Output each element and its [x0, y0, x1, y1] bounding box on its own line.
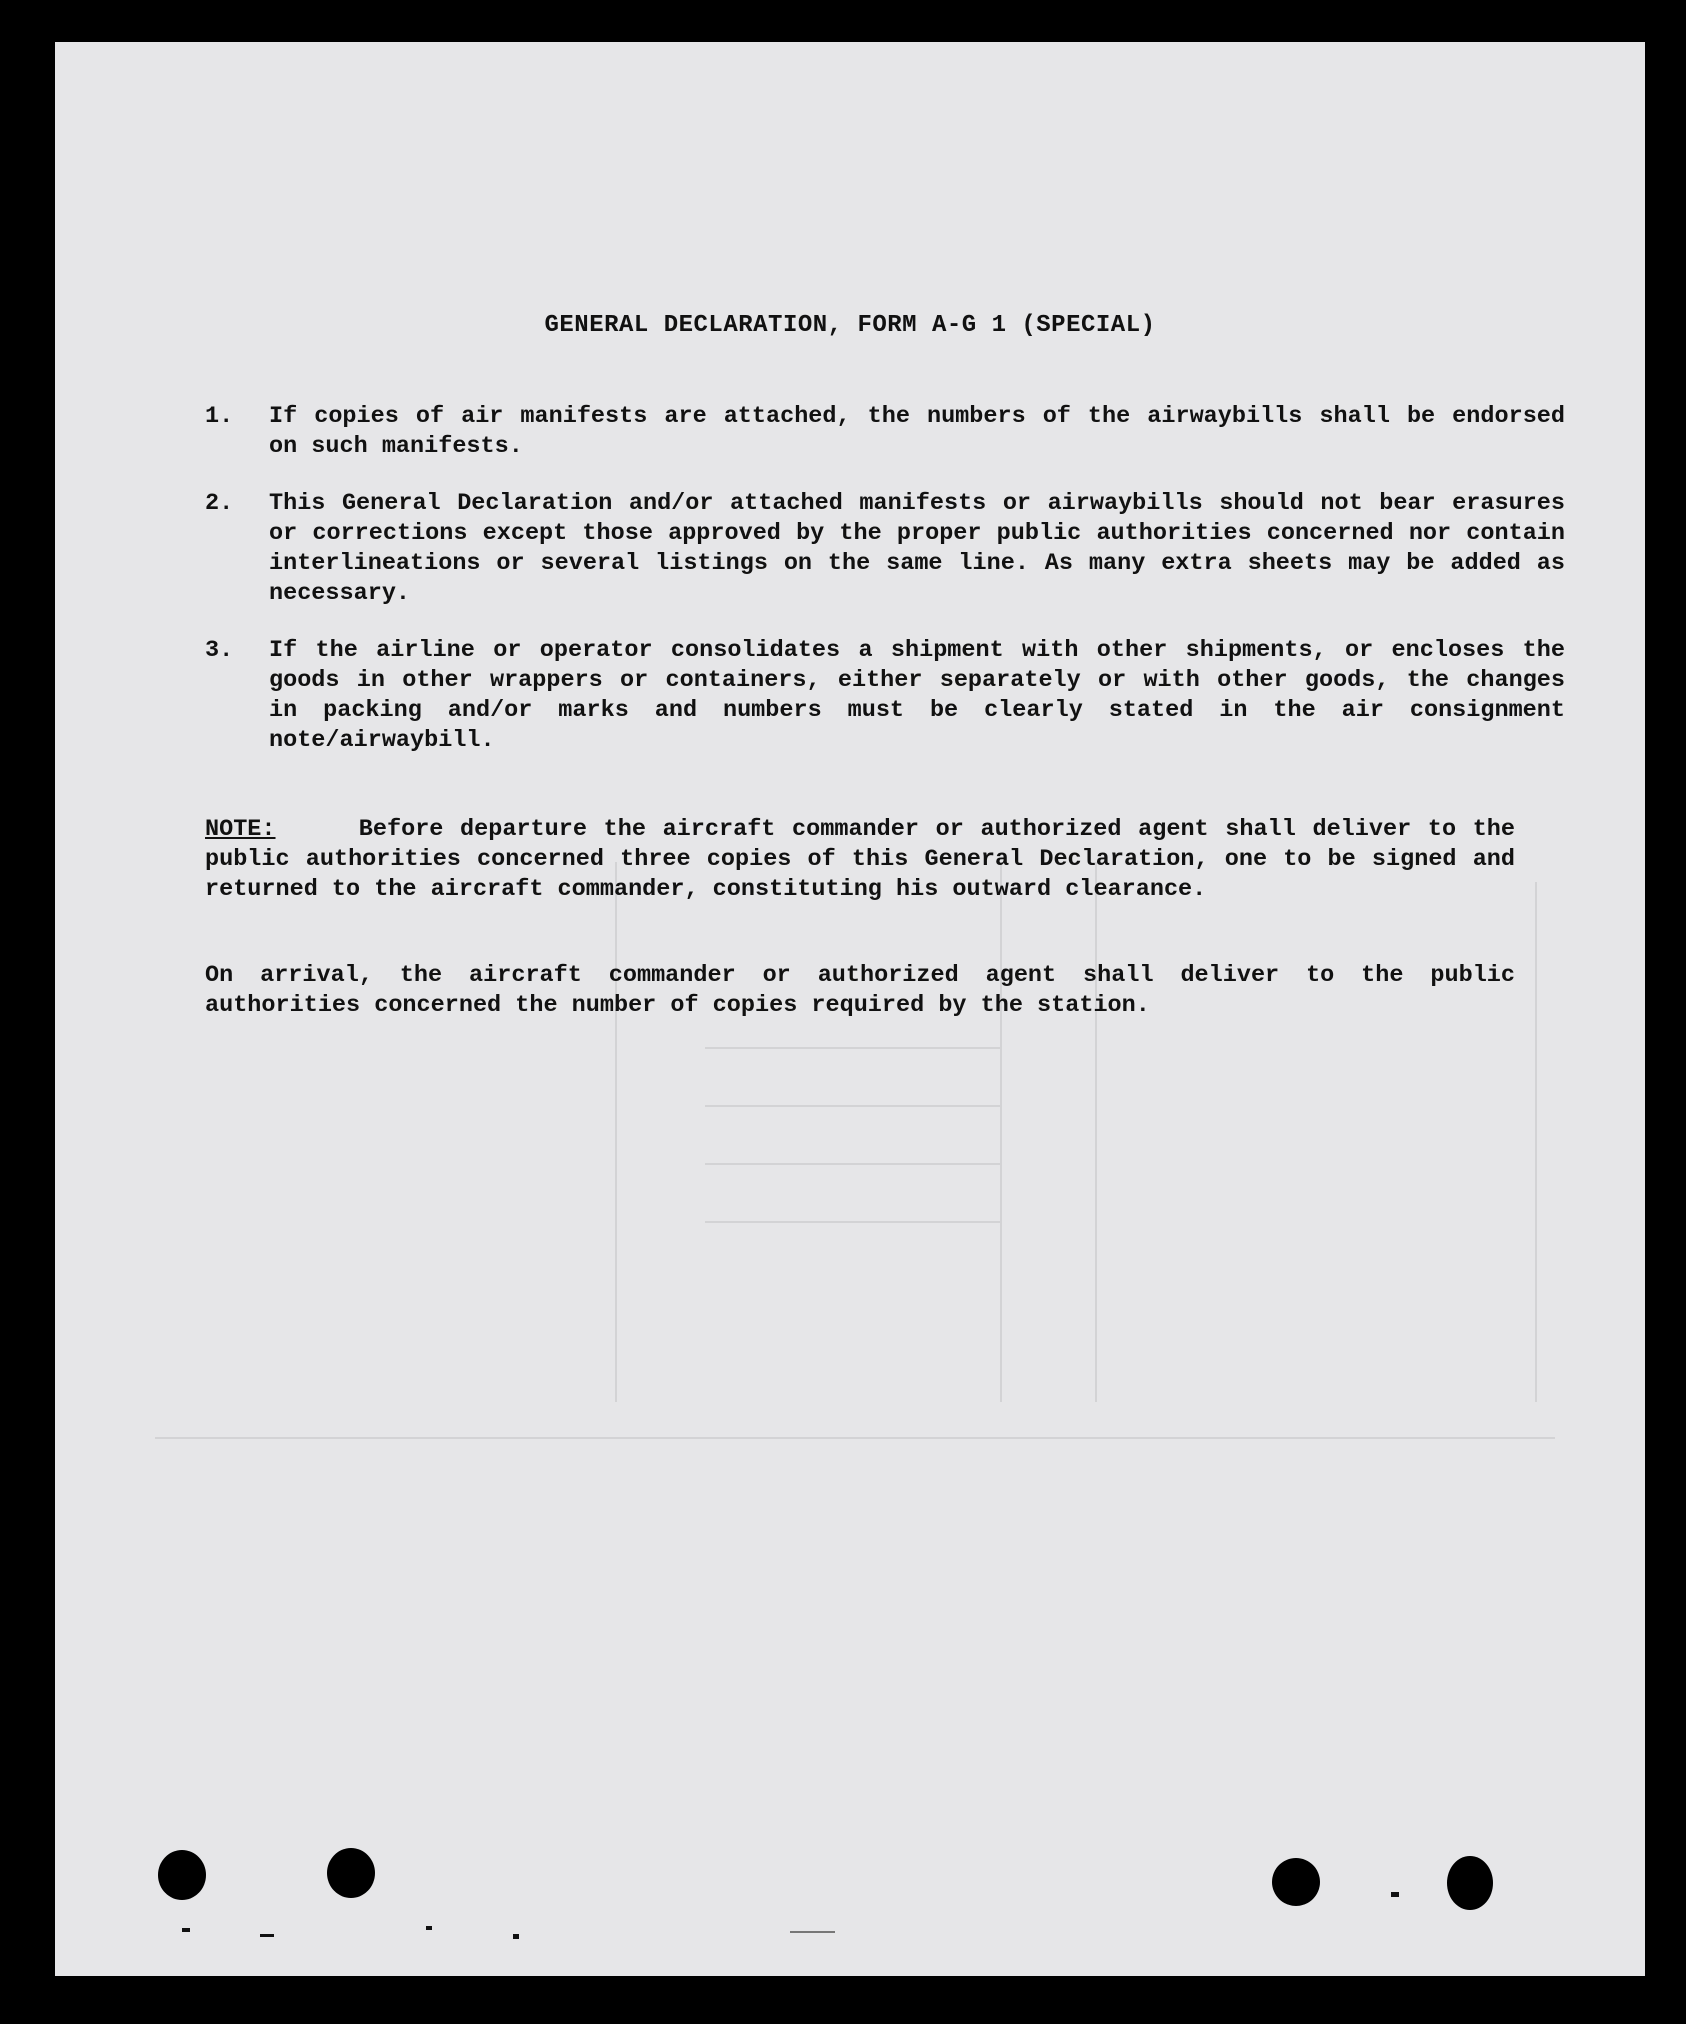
item-number: 1. — [205, 403, 234, 430]
note-label: NOTE: — [205, 816, 276, 843]
punch-hole — [158, 1850, 206, 1900]
punch-hole — [1272, 1858, 1320, 1906]
speck — [260, 1934, 274, 1937]
ghost-rule — [615, 862, 617, 1402]
arrival-paragraph: On arrival, the aircraft commander or authorized agent shall deliver to the public authorities concerned the number of copies required by the station. — [205, 962, 1515, 1019]
punch-hole — [327, 1848, 375, 1898]
note-paragraph — [205, 815, 1515, 905]
ghost-rule — [1535, 882, 1537, 1402]
item-number: 2. — [205, 490, 234, 517]
item-number: 3. — [205, 637, 234, 664]
speck — [513, 1934, 519, 1939]
ghost-rule — [1095, 862, 1097, 1402]
speck — [182, 1928, 190, 1932]
punch-hole — [1447, 1856, 1493, 1910]
speck — [790, 1931, 835, 1933]
speck — [1391, 1892, 1399, 1897]
item-text: This General Declaration and/or attached manifests or airwaybills should not bear erasures or corrections except those approved by the proper public authorities concerned nor contain interlineations or several listings on the same line. As many extra sheets may be added as necessary. — [269, 490, 1565, 607]
ghost-rule — [155, 1437, 1555, 1439]
document-page — [55, 42, 1645, 1976]
ghost-rule — [705, 1047, 1000, 1049]
ghost-rule — [705, 1105, 1000, 1107]
document-title: GENERAL DECLARATION, FORM A-G 1 (SPECIAL) — [544, 312, 1156, 339]
ghost-rule — [1000, 862, 1002, 1402]
note-text: Before departure the aircraft commander or authorized agent shall deliver to the public authorities concerned three copies of this General Declaration, one to be signed and returned to the aircraft commander, constituting his outward clearance. — [205, 816, 1516, 903]
speck — [426, 1926, 432, 1930]
item-text: If copies of air manifests are attached, the numbers of the airwaybills shall be endorsed on such manifests. — [269, 403, 1565, 460]
ghost-rule — [705, 1221, 1000, 1223]
ghost-rule — [705, 1163, 1000, 1165]
item-text: If the airline or operator consolidates a shipment with other shipments, or encloses the goods in other wrappers or containers, either separately or with other goods, the changes in packing and/or marks and numbers must be clearly stated in the air consignment note/airwaybill. — [269, 637, 1565, 754]
